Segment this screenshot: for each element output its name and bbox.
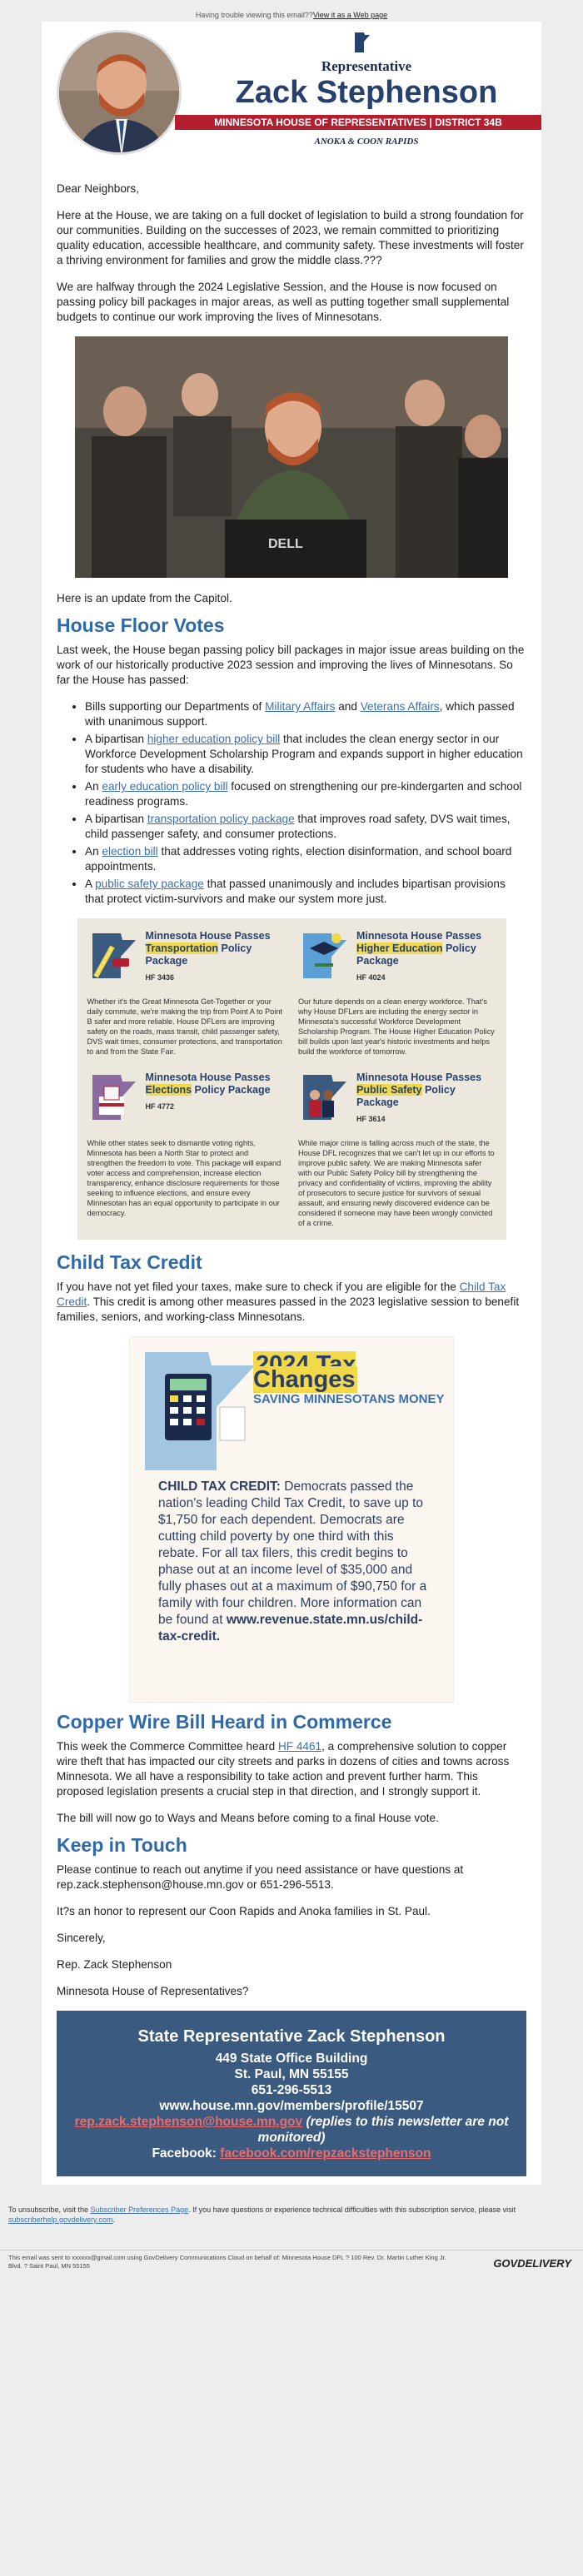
section-title-copper-wire: Copper Wire Bill Heard in Commerce xyxy=(57,1711,392,1733)
ballot-box-icon xyxy=(87,1072,139,1123)
card-text: While other states seek to dismantle voting rights, Minnesota has been a North Star to protect and strengthen the freedom to vote. This package will expand voter access and comprehension, increase election transparency, enhance disclosure requirements for those seeking to influence elections, and ensure every Minnesotan has an equal opportunity to participate in our democracy. xyxy=(87,1139,282,1217)
signoff: Sincerely, xyxy=(57,1932,106,1944)
footer-website: www.house.mn.gov/members/profile/15507 xyxy=(159,2099,424,2113)
signature-name: Rep. Zack Stephenson xyxy=(57,1958,172,1971)
facebook-label: Facebook: xyxy=(152,2146,221,2161)
trouble-text: Having trouble viewing this email?? xyxy=(195,11,313,19)
list-item: • An election bill that addresses voting rights, election disinformation, and school board appointments. xyxy=(85,844,526,874)
section-title-floor-votes: House Floor Votes xyxy=(57,614,225,636)
early-education-bill-link[interactable]: early education policy bill xyxy=(102,780,228,793)
child-tax-credit-link[interactable]: Child Tax Credit xyxy=(57,1281,506,1308)
sender-text: This email was sent to xxxxxx@gmail.com using GovDelivery Communications Cloud on behalf of: Minnesota House DFL ? 100 Rev. Dr. Martin Luther King Jr. Blvd. ? Saint Paul, MN 55155 xyxy=(8,2254,446,2270)
card-higher-education: Minnesota House Passes Higher Education Policy Package HF 4024 Our future depends on a clean energy workforce. That's why House DFLers are including the energy sector in Minnesota's successful Workforce Development Scholarship Program. The House Higher Education Policy bill builds upon last year's historic investments and helps build the workforce of tomorrow. xyxy=(298,930,495,1056)
election-bill-link[interactable]: election bill xyxy=(102,845,158,858)
community-people-icon xyxy=(298,1072,350,1123)
footer-name: State Representative Zack Stephenson xyxy=(137,2027,446,2046)
higher-education-bill-link[interactable]: higher education policy bill xyxy=(147,733,281,745)
section-title-keep-in-touch: Keep in Touch xyxy=(57,1834,187,1856)
card-elections: Minnesota House Passes Elections Policy Package HF 4772 While other states seek to dismantle voting rights, Minnesota has been a North Star to protect and strengthen the freedom to vote. This package will expand voter access and comprehension, increase election transparency, enhance disclosure requirements for those seeking to influence elections, and ensure every Minnesotan has an equal opportunity to participate in our democracy. xyxy=(87,1072,286,1228)
capitol-photo xyxy=(75,336,508,578)
rep-portrait xyxy=(57,30,182,155)
card-text: Our future depends on a clean energy workforce. That's why House DFLers are including the energy sector in Minnesota's successful Workforce Development Scholarship Program. The House Higher Education Policy bill builds upon last year's historic investments and helps build the workforce of tomorrow. xyxy=(298,997,495,1056)
intro-paragraph-1: Here at the House, we are taking on a full docket of legislation to build a strong foundation for our communities. Building on the successes of 2023, we remain committed to prioritizing quality education, accessible healthcare, and community safety. These investments will foster a thriving environment for families and grow the middle class.??? xyxy=(57,209,524,266)
list-item: • A bipartisan higher education policy bill that includes the clean energy sector in our Workforce Development Scholarship Program and expands support in higher education for students who have a disability. xyxy=(85,732,526,777)
podium-logo: DELL xyxy=(268,537,303,551)
policy-packages-graphic xyxy=(77,918,506,1240)
list-item: • Bills supporting our Departments of Military Affairs and Veterans Affairs, which passed with unanimous support. xyxy=(85,699,526,729)
public-safety-package-link[interactable]: public safety package xyxy=(95,878,204,890)
honor-paragraph: It?s an honor to represent our Coon Rapids and Anoka families in St. Paul. xyxy=(57,1905,431,1917)
road-map-icon xyxy=(87,930,139,982)
minnesota-state-icon xyxy=(354,32,371,53)
tax-graphic-body: CHILD TAX CREDIT: Democrats passed the nation's leading Child Tax Credit, to save up to $1,750 for each dependent. Democrats are cutting child poverty by one third with this rebate. For all tax filers, this credit begins to phase out at an income level of $35,000 and fully phases out at a maximum of $90,750 for a family with four children. More information can be found at www.revenue.state.mn.us/child-tax-credit. xyxy=(158,1479,427,1644)
unsubscribe-note: To unsubscribe, visit the Subscriber Preferences Page. If you have questions or experience technical difficulties with this subscription service, please visit subscriberhelp.govdelivery.com. xyxy=(8,2206,516,2224)
view-in-browser-note xyxy=(0,0,583,22)
copper-wire-paragraph: This week the Commerce Committee heard HF 4461, a comprehensive solution to copper wire theft that has impacted our city streets and parks in dozens of cities and towns across Minnesota. We all have a responsibility to take action and prevent further harm. This proposed legislation presents a crucial step in that direction, and I strongly support it. xyxy=(57,1740,510,1798)
military-affairs-link[interactable]: Military Affairs xyxy=(265,700,336,713)
photo-caption: Here is an update from the Capitol. xyxy=(57,592,232,604)
greeting: Dear Neighbors, xyxy=(57,182,139,195)
tax-graphic-subtitle: SAVING MINNESOTANS MONEY xyxy=(253,1392,445,1406)
tax-graphic-title: 2024 Tax Changes xyxy=(253,1351,357,1393)
tax-changes-graphic xyxy=(129,1336,454,1703)
title-representative: Representative xyxy=(321,58,412,74)
bill-number: HF 4024 xyxy=(356,973,386,982)
copper-wire-next-step: The bill will now go to Ways and Means before coming to a final House vote. xyxy=(57,1812,439,1824)
floor-votes-intro: Last week, the House began passing policy bill packages in major issue areas building on the work of our historically productive 2023 session and improving the lives of Minnesotans. So far the House has passed: xyxy=(57,644,525,686)
card-text: Whether it's the Great Minnesota Get-Together or your daily commute, we're making the trip from Point A to Point B safer and more reliable. House DFLers are improving safety on the roads, mass transit, child passenger safety, DVS wait times, consumer protections, and transportation to and from the State Fair. xyxy=(87,997,283,1056)
signature-title: Minnesota House of Representatives? xyxy=(57,1985,249,1997)
contact-footer xyxy=(57,2011,526,2176)
card-text: While major crime is falling across much of the state, the House DFL recognizes that we can't let up in our efforts to improve public safety. We are making Minnesota safer with our Public Safety Policy bill by strengthening the privacy and confidentiality of victims, improving the ability of prosecutors to secure justice for survivors of sexual assault, and ensuring newly discovered evidence can be considered if someone may have been wrongly convicted of a crime. xyxy=(298,1139,495,1227)
subscriber-help-link[interactable]: subscriberhelp.govdelivery.com xyxy=(8,2215,113,2224)
footer-address-2: St. Paul, MN 55155 xyxy=(234,2067,349,2081)
section-title-child-tax-credit: Child Tax Credit xyxy=(57,1251,202,1273)
govdelivery-logo: GOVDELIVERY xyxy=(493,2257,571,2270)
sender-footer xyxy=(0,2250,583,2283)
calculator-icon xyxy=(142,1349,258,1474)
subscriber-preferences-link[interactable]: Subscriber Preferences Page xyxy=(90,2206,189,2214)
intro-paragraph-2: We are halfway through the 2024 Legislative Session, and the House is now focused on passing policy bill packages in major areas, as well as putting together small supplemental budgets to continue our work improving the lives of Minnesotans. xyxy=(57,281,510,323)
web-page-link[interactable]: View it as a Web page xyxy=(312,11,388,19)
footer-address-1: 449 State Office Building xyxy=(215,2051,368,2066)
hf-4461-link[interactable]: HF 4461 xyxy=(277,1740,322,1753)
card-public-safety: Minnesota House Passes Public Safety Policy Package HF 3614 While major crime is falling across much of the state, the House DFL recognizes that we can't let up in our efforts to improve public safety. We are making Minnesota safer with our Public Safety Policy bill by strengthening the privacy and confidentiality of victims, improving the ability of prosecutors to secure justice for survivors of sexual assault, and ensuring newly discovered evidence can be considered if someone may have been wrongly convicted of a crime. xyxy=(298,1072,495,1227)
bill-number: HF 3436 xyxy=(145,973,175,982)
list-item: • A bipartisan transportation policy package that improves road safety, DVS wait times, child passenger safety, and consumer protections. xyxy=(85,812,526,842)
transportation-package-link[interactable]: transportation policy package xyxy=(147,813,295,825)
veterans-affairs-link[interactable]: Veterans Affairs xyxy=(360,700,440,713)
graduation-cap-icon xyxy=(298,930,350,982)
footer-email-link[interactable]: rep.zack.stephenson@house.mn.gov xyxy=(74,2115,303,2129)
header xyxy=(42,22,541,182)
newsletter xyxy=(42,22,541,2185)
rep-name: Zack Stephenson xyxy=(235,75,498,110)
list-item: • A public safety package that passed unanimously and includes bipartisan provisions that protect victim-survivors and make our system more just. xyxy=(85,877,526,907)
towns-label: ANOKA & COON RAPIDS xyxy=(314,137,419,147)
email-note: (replies to this newsletter are not monitored) xyxy=(257,2115,509,2145)
newsletter-body xyxy=(42,182,541,1999)
bill-number: HF 4772 xyxy=(145,1102,175,1111)
list-item: • An early education policy bill focused on strengthening our pre-kindergarten and school readiness programs. xyxy=(85,779,526,809)
bills-list xyxy=(57,699,526,907)
contact-paragraph: Please continue to reach out anytime if you need assistance or have questions at rep.zack.stephenson@house.mn.gov or 651-296-5513. xyxy=(57,1863,464,1891)
child-tax-credit-paragraph: If you have not yet filed your taxes, make sure to check if you are eligible for the Child Tax Credit. This credit is among other measures passed in the 2023 legislative session to benefit families, seniors, and working-class Minnesotans. xyxy=(57,1281,520,1323)
district-bar: MINNESOTA HOUSE OF REPRESENTATIVES | DISTRICT 34B xyxy=(175,115,541,130)
footer-phone: 651-296-5513 xyxy=(251,2083,332,2097)
card-transportation: Minnesota House Passes Transportation Policy Package HF 3436 Whether it's the Great Minnesota Get-Together or your daily commute, we're making the trip from Point A to Point B safer and more reliable. House DFLers are improving safety on the roads, mass transit, child passenger safety, DVS wait times, consumer protections, and transportation to and from the State Fair. xyxy=(87,930,286,1057)
facebook-link[interactable]: facebook.com/repzackstephenson xyxy=(220,2146,431,2161)
bill-number: HF 3614 xyxy=(356,1115,386,1123)
